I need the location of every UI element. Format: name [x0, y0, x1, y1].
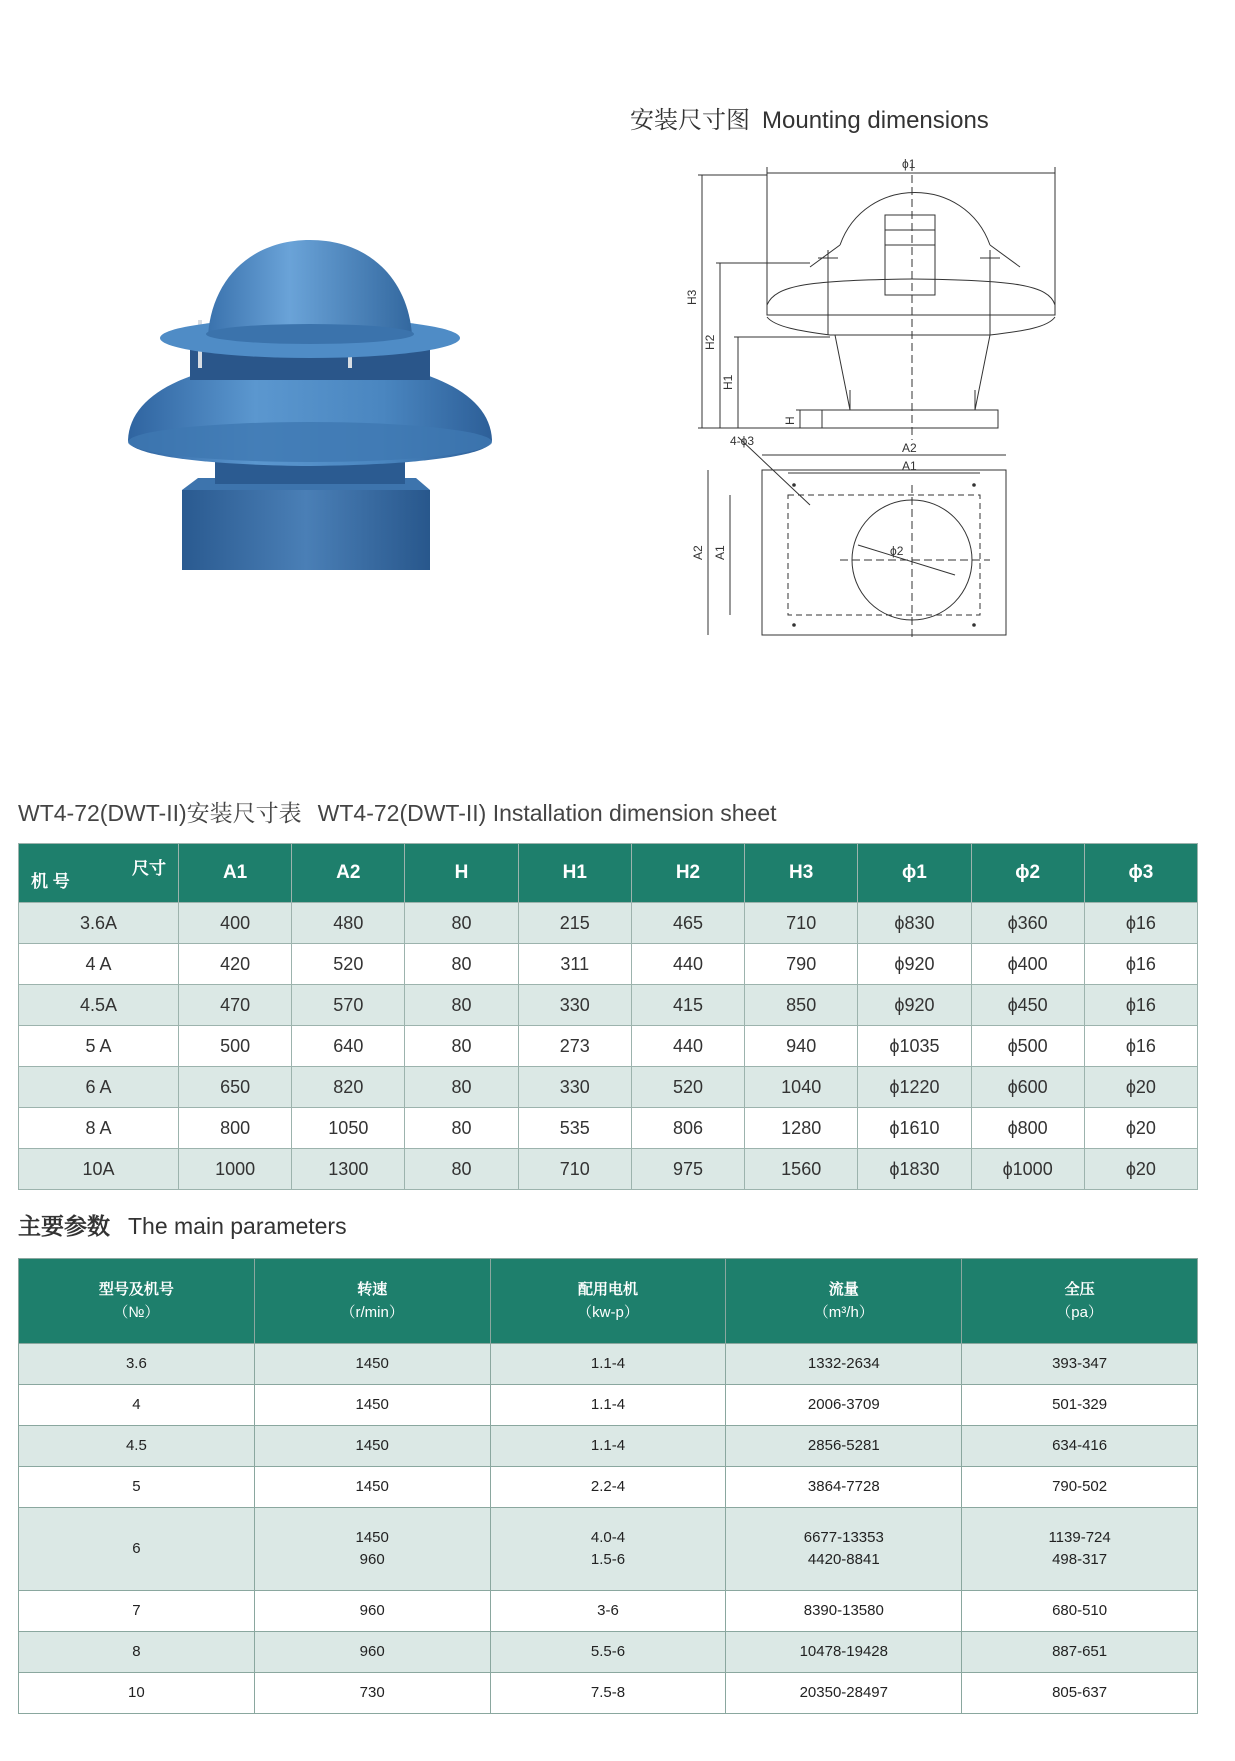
model-cell	[19, 1385, 255, 1426]
cell-value: 1.5-6	[590, 1551, 626, 1568]
cell-value: 1450	[355, 1529, 389, 1546]
table-cell: ϕ20	[1084, 1108, 1197, 1149]
model-cell: 4 A	[19, 944, 179, 985]
cell-value: 498-317	[1052, 1551, 1108, 1568]
cell-value: 1.1-4	[590, 1437, 626, 1454]
table-cell: 480	[292, 903, 405, 944]
table-cell: 820	[292, 1067, 405, 1108]
cell-value: 6	[132, 1540, 141, 1557]
table-cell: ϕ830	[858, 903, 971, 944]
mounting-dimension-drawing	[685, 155, 1060, 665]
cell-value: 887-651	[1052, 1643, 1108, 1660]
table-cell	[726, 1426, 962, 1467]
mounting-title-en: Mounting dimensions	[762, 107, 989, 134]
table-cell: 850	[745, 985, 858, 1026]
table-cell: 806	[631, 1108, 744, 1149]
table-row	[19, 1591, 1198, 1632]
table-cell: ϕ450	[971, 985, 1084, 1026]
table-cell: 330	[518, 985, 631, 1026]
table-cell	[962, 1591, 1198, 1632]
corner-header-cell	[19, 844, 179, 903]
table-cell: 1040	[745, 1067, 858, 1108]
table-cell: ϕ20	[1084, 1067, 1197, 1108]
table-cell: 470	[179, 985, 292, 1026]
table-cell: 710	[518, 1149, 631, 1190]
model-cell	[19, 1508, 255, 1591]
main-parameters-table	[18, 1258, 1198, 1714]
table-cell	[726, 1385, 962, 1426]
table-cell: 80	[405, 1108, 518, 1149]
corner-header-size: 尺寸	[132, 859, 166, 878]
column-header: H2	[631, 844, 744, 903]
cell-value: 1450	[355, 1355, 389, 1372]
table-cell: ϕ800	[971, 1108, 1084, 1149]
label-h1: H1	[721, 374, 735, 390]
model-cell: 8 A	[19, 1108, 179, 1149]
cell-value: 4	[132, 1396, 141, 1413]
cell-value: 3.6	[125, 1355, 147, 1372]
table-cell: ϕ920	[858, 985, 971, 1026]
table-cell: ϕ500	[971, 1026, 1084, 1067]
column-header: 配用电机 （kw-p）	[490, 1259, 726, 1344]
table-row	[19, 1673, 1198, 1714]
table-cell	[490, 1632, 726, 1673]
label-h2: H2	[703, 334, 717, 350]
table-row	[19, 903, 1198, 944]
cell-value: 960	[359, 1643, 385, 1660]
table-cell: 80	[405, 1026, 518, 1067]
table-cell: 1560	[745, 1149, 858, 1190]
table-cell: ϕ400	[971, 944, 1084, 985]
cell-value: 7	[132, 1602, 141, 1619]
dimension-sheet-title-en: WT4-72(DWT-II) Installation dimension sheet	[317, 800, 777, 826]
table-cell: 80	[405, 1067, 518, 1108]
table-cell	[726, 1591, 962, 1632]
table-cell: ϕ600	[971, 1067, 1084, 1108]
column-header: ϕ1	[858, 844, 971, 903]
table-cell	[962, 1632, 1198, 1673]
table-row	[19, 1026, 1198, 1067]
cell-value: 8390-13580	[803, 1602, 884, 1619]
mounting-title-zh: 安装尺寸图	[630, 107, 750, 134]
table-cell	[254, 1426, 490, 1467]
table-cell	[726, 1632, 962, 1673]
table-cell: 415	[631, 985, 744, 1026]
label-h: H	[783, 416, 797, 425]
table-cell: ϕ16	[1084, 985, 1197, 1026]
table-cell: 535	[518, 1108, 631, 1149]
model-cell	[19, 1426, 255, 1467]
table-cell: 1300	[292, 1149, 405, 1190]
table-cell: ϕ1220	[858, 1067, 971, 1108]
table-cell: ϕ920	[858, 944, 971, 985]
model-cell	[19, 1344, 255, 1385]
column-header: 型号及机号 （№）	[19, 1259, 255, 1344]
cell-value: 1.1-4	[590, 1355, 626, 1372]
model-cell: 3.6A	[19, 903, 179, 944]
dimension-sheet-title-zh: WT4-72(DWT-II)安装尺寸表	[18, 800, 302, 826]
table-cell	[254, 1673, 490, 1714]
table-cell	[254, 1508, 490, 1591]
table-row	[19, 1385, 1198, 1426]
cell-value: 20350-28497	[799, 1684, 888, 1701]
table-cell	[254, 1385, 490, 1426]
table-cell: 420	[179, 944, 292, 985]
main-parameters-title-en: The main parameters	[128, 1213, 347, 1239]
cell-value: 501-329	[1052, 1396, 1108, 1413]
table-cell	[490, 1385, 726, 1426]
cell-value: 2856-5281	[807, 1437, 880, 1454]
dimension-sheet-title	[18, 795, 777, 828]
table-cell	[726, 1673, 962, 1714]
table-cell: 1000	[179, 1149, 292, 1190]
table-cell	[962, 1385, 1198, 1426]
column-header: ϕ3	[1084, 844, 1197, 903]
table-cell	[726, 1344, 962, 1385]
cell-value: 10478-19428	[799, 1643, 888, 1660]
cell-value: 3864-7728	[807, 1478, 880, 1495]
table-cell: 80	[405, 903, 518, 944]
column-header: A1	[179, 844, 292, 903]
table-cell: 1280	[745, 1108, 858, 1149]
cell-value: 730	[359, 1684, 385, 1701]
cell-value: 1450	[355, 1437, 389, 1454]
label-a1-top: A1	[902, 459, 917, 473]
table-cell	[490, 1591, 726, 1632]
column-header: A2	[292, 844, 405, 903]
table-cell: ϕ1000	[971, 1149, 1084, 1190]
installation-dimension-table	[18, 843, 1198, 1190]
cell-value: 6677-13353	[803, 1529, 884, 1546]
model-cell: 5 A	[19, 1026, 179, 1067]
table-cell: ϕ1830	[858, 1149, 971, 1190]
table-cell: 650	[179, 1067, 292, 1108]
table-cell	[254, 1591, 490, 1632]
cell-value: 7.5-8	[590, 1684, 626, 1701]
model-cell	[19, 1673, 255, 1714]
cell-value: 2006-3709	[807, 1396, 880, 1413]
label-a2-side: A2	[691, 545, 705, 560]
table-cell	[962, 1508, 1198, 1591]
main-parameters-title	[18, 1208, 347, 1241]
table-cell	[726, 1467, 962, 1508]
table-cell: 500	[179, 1026, 292, 1067]
cell-value: 634-416	[1052, 1437, 1108, 1454]
table-cell: 710	[745, 903, 858, 944]
table-cell: 520	[631, 1067, 744, 1108]
column-header: 流量 （m³/h）	[726, 1259, 962, 1344]
table-cell: 311	[518, 944, 631, 985]
table-cell: 80	[405, 944, 518, 985]
table-row	[19, 944, 1198, 985]
model-cell	[19, 1591, 255, 1632]
table-cell	[490, 1344, 726, 1385]
cell-value: 4.0-4	[590, 1529, 626, 1546]
table-cell: 80	[405, 1149, 518, 1190]
table-cell	[254, 1344, 490, 1385]
table-row	[19, 1067, 1198, 1108]
table-cell: ϕ1610	[858, 1108, 971, 1149]
table-row	[19, 1344, 1198, 1385]
model-cell: 6 A	[19, 1067, 179, 1108]
parameters-table-header-row	[19, 1259, 1198, 1344]
cell-value: 2.2-4	[590, 1478, 626, 1495]
table-cell	[490, 1508, 726, 1591]
table-cell: 330	[518, 1067, 631, 1108]
label-phi1: ϕ1	[902, 157, 916, 171]
cell-value: 3-6	[597, 1602, 619, 1619]
table-cell: 465	[631, 903, 744, 944]
table-cell: 800	[179, 1108, 292, 1149]
cell-value: 393-347	[1052, 1355, 1108, 1372]
corner-header-model: 机 号	[31, 872, 70, 891]
table-cell: ϕ20	[1084, 1149, 1197, 1190]
cell-value: 10	[128, 1684, 145, 1701]
table-cell	[490, 1673, 726, 1714]
table-cell: 273	[518, 1026, 631, 1067]
table-cell: ϕ16	[1084, 1026, 1197, 1067]
table-cell: 640	[292, 1026, 405, 1067]
main-parameters-title-zh: 主要参数	[18, 1213, 110, 1239]
model-cell: 10A	[19, 1149, 179, 1190]
table-cell	[962, 1673, 1198, 1714]
label-a2-top: A2	[902, 441, 917, 455]
cell-value: 1450	[355, 1478, 389, 1495]
table-cell	[726, 1508, 962, 1591]
table-cell: 570	[292, 985, 405, 1026]
table-cell: 80	[405, 985, 518, 1026]
cell-value: 1332-2634	[807, 1355, 880, 1372]
table-cell: 790	[745, 944, 858, 985]
cell-value: 680-510	[1052, 1602, 1108, 1619]
cell-value: 4420-8841	[807, 1551, 880, 1568]
cell-value: 1.1-4	[590, 1396, 626, 1413]
table-row	[19, 1632, 1198, 1673]
table-cell: ϕ16	[1084, 944, 1197, 985]
table-cell: 975	[631, 1149, 744, 1190]
table-cell: 440	[631, 944, 744, 985]
table-cell: ϕ360	[971, 903, 1084, 944]
table-cell	[962, 1467, 1198, 1508]
table-cell: 1050	[292, 1108, 405, 1149]
model-cell	[19, 1467, 255, 1508]
model-cell	[19, 1632, 255, 1673]
cell-value: 960	[359, 1602, 385, 1619]
table-cell: 400	[179, 903, 292, 944]
table-cell	[254, 1632, 490, 1673]
table-cell: 940	[745, 1026, 858, 1067]
label-phi2: ϕ2	[890, 544, 904, 558]
table-cell	[490, 1426, 726, 1467]
column-header: H1	[518, 844, 631, 903]
table-row	[19, 1108, 1198, 1149]
cell-value: 790-502	[1052, 1478, 1108, 1495]
cell-value: 8	[132, 1643, 141, 1660]
column-header: H3	[745, 844, 858, 903]
column-header: 全压 （pa）	[962, 1259, 1198, 1344]
mounting-dimensions-title	[630, 100, 989, 135]
table-cell: 440	[631, 1026, 744, 1067]
table-cell	[254, 1467, 490, 1508]
table-row	[19, 1426, 1198, 1467]
column-header: ϕ2	[971, 844, 1084, 903]
dimension-table-header-row	[19, 844, 1198, 903]
table-row	[19, 1467, 1198, 1508]
table-row	[19, 985, 1198, 1026]
table-cell	[962, 1426, 1198, 1467]
column-header: H	[405, 844, 518, 903]
table-cell	[490, 1467, 726, 1508]
model-cell: 4.5A	[19, 985, 179, 1026]
table-row	[19, 1149, 1198, 1190]
cell-value: 5	[132, 1478, 141, 1495]
label-a1-side: A1	[713, 545, 727, 560]
table-cell: 215	[518, 903, 631, 944]
cell-value: 1450	[355, 1396, 389, 1413]
cell-value: 960	[359, 1551, 385, 1568]
table-cell: 520	[292, 944, 405, 985]
label-h3: H3	[685, 289, 699, 305]
cell-value: 805-637	[1052, 1684, 1108, 1701]
cell-value: 4.5	[125, 1437, 147, 1454]
table-row	[19, 1508, 1198, 1591]
label-holes: 4-ϕ3	[730, 434, 755, 448]
table-cell: ϕ1035	[858, 1026, 971, 1067]
cell-value: 5.5-6	[590, 1643, 626, 1660]
column-header: 转速 （r/min）	[254, 1259, 490, 1344]
table-cell: ϕ16	[1084, 903, 1197, 944]
table-cell	[962, 1344, 1198, 1385]
cell-value: 1139-724	[1048, 1529, 1111, 1546]
roof-fan-product-image	[120, 240, 500, 580]
